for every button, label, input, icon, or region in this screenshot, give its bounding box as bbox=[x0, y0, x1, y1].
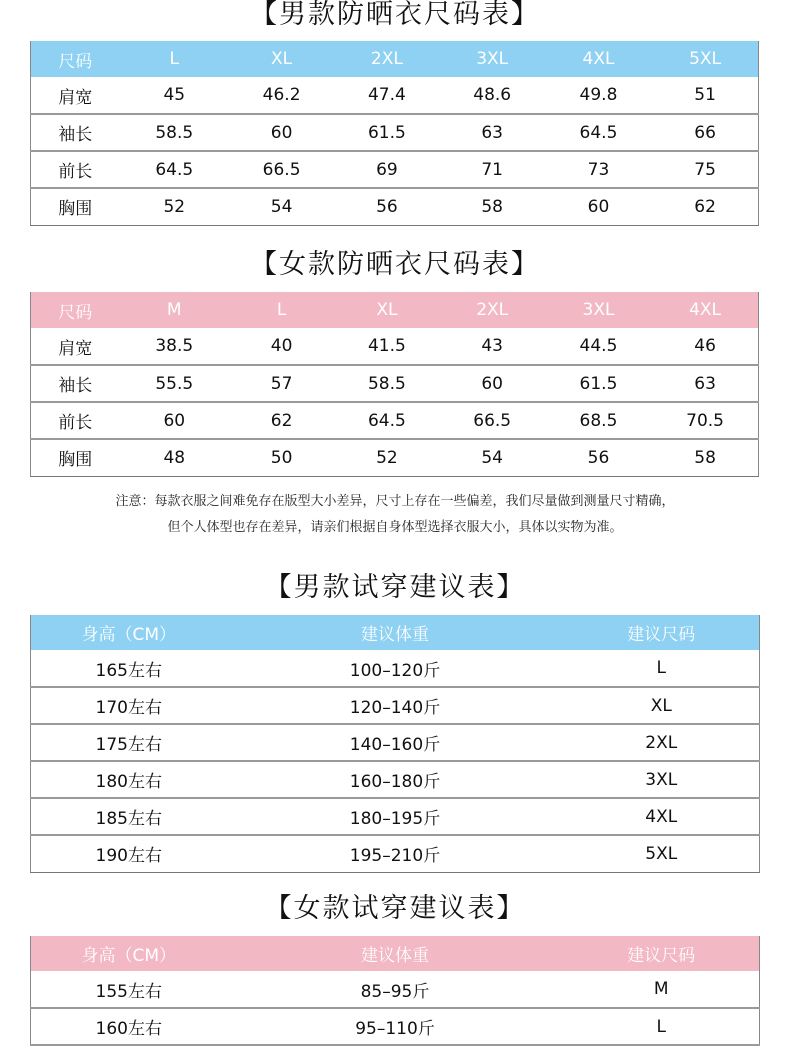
table-cell: 55.5 bbox=[155, 373, 194, 394]
table-cell: 前长 bbox=[58, 162, 93, 182]
header-cell: M bbox=[166, 300, 182, 320]
header-cell: 建议尺码 bbox=[627, 625, 696, 645]
header-cell: 身高（CM） bbox=[81, 946, 177, 966]
table-cell: 46.2 bbox=[262, 85, 301, 105]
table-cell: 155左右 bbox=[95, 981, 162, 1002]
table-cell: 100–120斤 bbox=[349, 660, 441, 681]
table-cell: 前长 bbox=[58, 413, 93, 433]
table-cell: 52 bbox=[376, 447, 398, 468]
table-row bbox=[31, 798, 760, 835]
table-row bbox=[31, 439, 759, 476]
table-cell: 3XL bbox=[645, 769, 678, 790]
table-cell: 肩宽 bbox=[58, 338, 93, 359]
table-cell: 170左右 bbox=[95, 698, 162, 718]
table-cell: 45 bbox=[163, 85, 186, 105]
header-cell: 尺码 bbox=[58, 302, 93, 323]
table-cell: 63 bbox=[694, 373, 716, 394]
table-header-row bbox=[31, 41, 759, 77]
table-cell: 195–210斤 bbox=[349, 846, 441, 867]
table-cell: 54 bbox=[481, 447, 503, 468]
table-cell: 95–110斤 bbox=[355, 1019, 435, 1039]
table-cell: 4XL bbox=[645, 806, 678, 827]
table-row bbox=[31, 835, 760, 872]
table-cell: 47.4 bbox=[367, 85, 406, 105]
header-cell: 3XL bbox=[582, 300, 615, 320]
header-cell: 4XL bbox=[689, 300, 722, 320]
table-cell: 57 bbox=[270, 373, 293, 394]
table-cell: 58 bbox=[481, 196, 503, 217]
table-cell: 61.5 bbox=[367, 122, 406, 143]
table-cell: 160左右 bbox=[95, 1019, 162, 1039]
table-cell: 160–180斤 bbox=[349, 772, 441, 792]
table-cell: L bbox=[656, 1016, 666, 1037]
table-cell: 胸围 bbox=[58, 199, 93, 220]
table-cell: 69 bbox=[376, 159, 398, 180]
men-fit-table bbox=[30, 615, 760, 873]
table-cell: 肩宽 bbox=[58, 87, 93, 108]
table-cell: 85–95斤 bbox=[360, 981, 430, 1002]
table-cell: 140–160斤 bbox=[349, 735, 441, 755]
table-cell: 2XL bbox=[645, 732, 678, 753]
table-cell: 58.5 bbox=[367, 373, 406, 394]
table-row bbox=[31, 724, 760, 761]
table-cell: 185左右 bbox=[95, 809, 162, 829]
table-cell: 60 bbox=[481, 373, 503, 394]
table-cell: 165左右 bbox=[95, 660, 162, 681]
size-note bbox=[0, 489, 790, 541]
table-row bbox=[31, 77, 759, 114]
table-cell: 175左右 bbox=[95, 735, 162, 755]
table-cell: 52 bbox=[163, 196, 186, 217]
table-cell: 44.5 bbox=[579, 336, 618, 356]
men-fit-chart-title: 【男款试穿建议表】 bbox=[264, 572, 526, 603]
header-cell: L bbox=[276, 300, 287, 320]
table-cell: 40 bbox=[270, 336, 293, 356]
table-cell: 70.5 bbox=[686, 410, 724, 431]
table-cell: 50 bbox=[270, 447, 293, 468]
table-cell: 60 bbox=[163, 410, 186, 431]
table-cell: 袖长 bbox=[58, 376, 93, 396]
women-fit-table bbox=[30, 936, 760, 1046]
table-cell: 120–140斤 bbox=[349, 698, 441, 718]
table-cell: 49.8 bbox=[579, 85, 618, 105]
header-cell: XL bbox=[271, 49, 293, 69]
table-cell: 64.5 bbox=[579, 122, 618, 143]
header-cell: 建议尺码 bbox=[627, 946, 696, 966]
table-cell: 60 bbox=[270, 122, 293, 143]
table-cell: 71 bbox=[481, 159, 503, 180]
table-header-row bbox=[31, 292, 759, 328]
note-line: 但个人体型也存在差异，请亲们根据自身体型选择衣服大小，具体以实物为准。 bbox=[167, 520, 623, 535]
table-cell: 袖长 bbox=[58, 125, 93, 145]
table-cell: 58 bbox=[694, 447, 716, 468]
table-cell: 48 bbox=[163, 447, 186, 468]
table-cell: 56 bbox=[587, 447, 610, 468]
table-cell: 66.5 bbox=[473, 410, 512, 431]
table-row bbox=[31, 328, 759, 365]
header-cell: 4XL bbox=[582, 49, 615, 69]
header-cell: L bbox=[169, 49, 179, 69]
table-cell: 60 bbox=[587, 196, 610, 217]
table-cell: L bbox=[656, 658, 666, 678]
table-row bbox=[31, 1008, 760, 1045]
table-cell: 58.5 bbox=[155, 122, 194, 143]
table-cell: 54 bbox=[270, 196, 293, 217]
header-cell: 身高（CM） bbox=[81, 625, 177, 645]
table-cell: 66 bbox=[694, 122, 716, 143]
table-cell: 38.5 bbox=[155, 336, 194, 356]
header-cell: 2XL bbox=[476, 300, 509, 320]
women-size-table bbox=[30, 292, 759, 477]
table-cell: 68.5 bbox=[579, 410, 618, 431]
table-cell: 51 bbox=[694, 85, 716, 105]
women-size-chart-title: 【女款防晒衣尺码表】 bbox=[250, 249, 540, 280]
table-cell: 5XL bbox=[645, 843, 678, 864]
header-cell: XL bbox=[376, 300, 398, 320]
table-cell: 180–195斤 bbox=[349, 809, 441, 829]
table-cell: 64.5 bbox=[155, 159, 194, 180]
table-cell: 43 bbox=[481, 336, 503, 356]
women-fit-chart-title: 【女款试穿建议表】 bbox=[264, 893, 526, 924]
table-cell: 胸围 bbox=[58, 450, 93, 471]
men-size-chart-title: 【男款防晒衣尺码表】 bbox=[250, 0, 540, 30]
table-cell: 56 bbox=[376, 196, 398, 217]
table-row bbox=[31, 761, 760, 798]
table-cell: 62 bbox=[694, 196, 716, 217]
header-cell: 尺码 bbox=[58, 51, 93, 72]
table-row bbox=[31, 188, 759, 225]
note-line: 注意：每款衣服之间难免存在版型大小差异，尺寸上存在一些偏差，我们尽量做到测量尺寸精确， bbox=[115, 494, 675, 509]
table-cell: 46 bbox=[694, 336, 716, 356]
table-cell: M bbox=[653, 979, 669, 999]
table-row bbox=[31, 650, 760, 687]
table-cell: 66.5 bbox=[262, 159, 301, 180]
table-cell: 62 bbox=[270, 410, 293, 431]
table-cell: XL bbox=[650, 695, 672, 716]
table-cell: 61.5 bbox=[579, 373, 618, 394]
table-cell: 73 bbox=[587, 159, 610, 180]
table-row bbox=[31, 151, 759, 188]
table-row bbox=[31, 687, 760, 724]
men-size-table bbox=[30, 41, 759, 226]
table-row bbox=[31, 402, 759, 439]
table-row bbox=[31, 114, 759, 151]
table-cell: 63 bbox=[481, 122, 503, 143]
table-cell: 180左右 bbox=[95, 772, 162, 792]
table-header-row bbox=[31, 615, 760, 650]
table-row bbox=[31, 365, 759, 402]
header-cell: 建议体重 bbox=[361, 946, 429, 966]
header-cell: 3XL bbox=[476, 49, 509, 69]
header-cell: 5XL bbox=[689, 49, 722, 69]
table-cell: 64.5 bbox=[367, 410, 406, 431]
table-cell: 190左右 bbox=[95, 846, 162, 867]
table-cell: 75 bbox=[694, 159, 716, 180]
table-row bbox=[31, 971, 760, 1008]
header-cell: 2XL bbox=[370, 49, 403, 69]
header-cell: 建议体重 bbox=[361, 625, 429, 645]
table-cell: 41.5 bbox=[367, 336, 406, 356]
table-header-row bbox=[31, 936, 760, 971]
table-cell: 48.6 bbox=[473, 85, 512, 105]
